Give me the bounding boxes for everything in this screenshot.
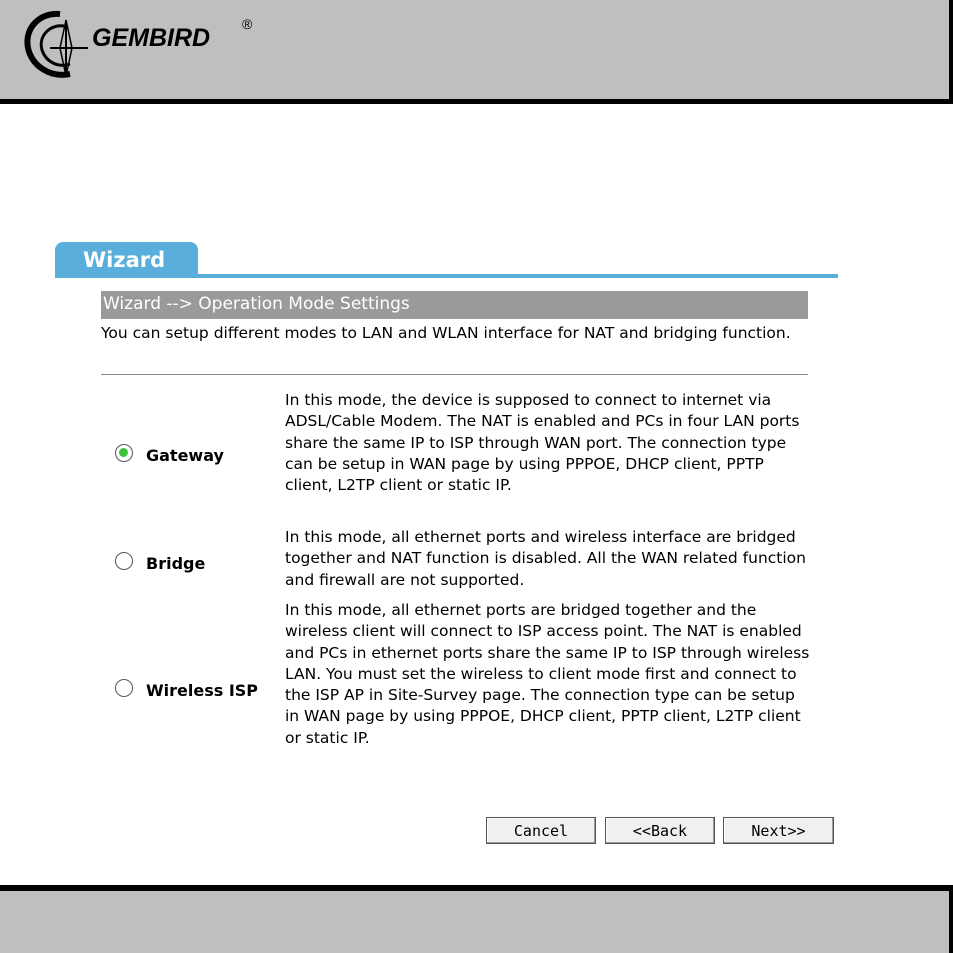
next-button[interactable]: Next>> [723, 817, 834, 844]
bridge-radio[interactable] [115, 552, 133, 570]
registered-mark: ® [242, 16, 253, 32]
brand-name: GEMBIRD [92, 24, 211, 52]
divider [101, 374, 808, 375]
wireless-isp-description: In this mode, all ethernet ports are bridged together and the wireless client will connect to ISP access point. The NAT is enabled and PCs in ethernet ports share the same IP to ISP through wireless LAN. You must set the wireless to client mode first and connect to the ISP AP in Site-Survey page. The connection type can be setup in WAN page by using PPPOE, DHCP client, PPTP client, L2TP client or static IP. [285, 601, 810, 747]
back-button[interactable]: <<Back [605, 817, 715, 844]
bridge-description: In this mode, all ethernet ports and wireless interface are bridged together and NAT function is disabled. All the WAN related function and firewall are not supported. [285, 528, 806, 589]
section-intro: You can setup different modes to LAN and WLAN interface for NAT and bridging function. [101, 324, 791, 342]
gateway-label[interactable]: Gateway [146, 446, 224, 465]
cancel-button[interactable]: Cancel [486, 817, 596, 844]
footer-band [0, 885, 953, 953]
header-band [0, 0, 953, 104]
section-title: Wizard --> Operation Mode Settings [103, 294, 410, 314]
tab-underline [55, 274, 838, 278]
wireless-isp-radio[interactable] [115, 679, 133, 697]
section-header [101, 291, 808, 319]
gateway-description: In this mode, the device is supposed to connect to internet via ADSL/Cable Modem. The NAT is enabled and PCs in four LAN ports share the same IP to ISP through WAN port. The connection type can be setup in WAN page by using PPPOE, DHCP client, PPTP client, L2TP client or static IP. [285, 391, 800, 495]
gembird-logo [20, 6, 253, 84]
tab-wizard[interactable] [55, 242, 198, 278]
tab-wizard-label: Wizard [83, 248, 166, 272]
bridge-label[interactable]: Bridge [146, 554, 206, 573]
wireless-isp-label[interactable]: Wireless ISP [146, 681, 259, 700]
gateway-radio[interactable] [115, 444, 133, 462]
